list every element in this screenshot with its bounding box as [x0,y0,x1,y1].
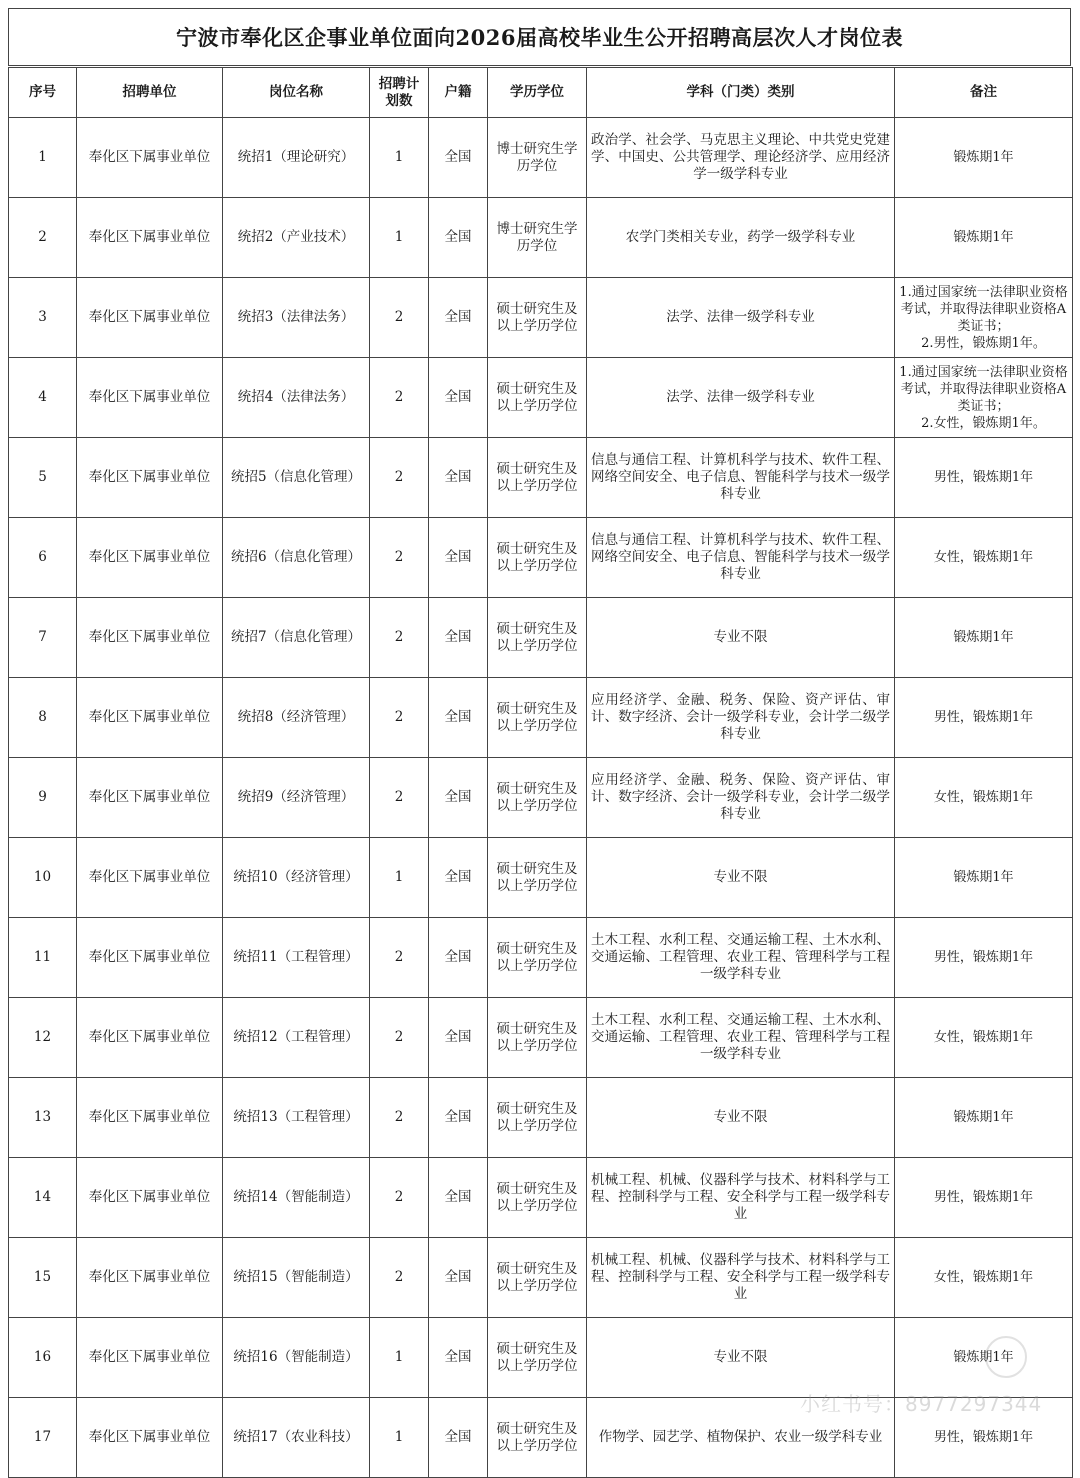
header-plan: 招聘计划数 [370,68,429,118]
cell-residence: 全国 [429,198,488,278]
table-row [9,198,1073,278]
table-row [9,1078,1073,1158]
cell-index: 4 [9,358,77,438]
cell-residence: 全国 [429,1078,488,1158]
cell-plan: 2 [370,438,429,518]
cell-remarks: 女性，锻炼期1年 [895,518,1073,598]
cell-subject: 机械工程、机械、仪器科学与技术、材料科学与工程、控制科学与工程、安全科学与工程一级学科专业 [587,1238,895,1318]
cell-plan: 2 [370,598,429,678]
cell-degree: 硕士研究生及以上学历学位 [488,278,587,358]
cell-remarks: 1.通过国家统一法律职业资格考试，并取得法律职业资格A类证书； 2.女性，锻炼期1年。 [895,358,1073,438]
cell-residence: 全国 [429,518,488,598]
header-subject: 学科（门类）类别 [587,68,895,118]
cell-degree: 硕士研究生及以上学历学位 [488,598,587,678]
cell-plan: 1 [370,1318,429,1398]
cell-remarks: 男性，锻炼期1年 [895,678,1073,758]
watermark-logo-icon [985,1336,1027,1378]
cell-remarks: 女性，锻炼期1年 [895,1238,1073,1318]
table-header-row [9,68,1073,118]
cell-index: 6 [9,518,77,598]
cell-unit: 奉化区下属事业单位 [77,838,223,918]
cell-plan: 2 [370,1078,429,1158]
cell-residence: 全国 [429,998,488,1078]
cell-plan: 2 [370,998,429,1078]
cell-index: 14 [9,1158,77,1238]
cell-subject: 作物学、园艺学、植物保护、农业一级学科专业 [587,1398,895,1478]
cell-unit: 奉化区下属事业单位 [77,118,223,198]
table-row [9,278,1073,358]
cell-remarks: 锻炼期1年 [895,118,1073,198]
table-row [9,918,1073,998]
cell-degree: 博士研究生学历学位 [488,118,587,198]
cell-subject: 土木工程、水利工程、交通运输工程、土木水利、交通运输、工程管理、农业工程、管理科学与工程一级学科专业 [587,918,895,998]
cell-residence: 全国 [429,598,488,678]
cell-residence: 全国 [429,758,488,838]
cell-residence: 全国 [429,118,488,198]
cell-remarks: 男性，锻炼期1年 [895,918,1073,998]
cell-index: 7 [9,598,77,678]
cell-position: 统招9（经济管理） [223,758,370,838]
cell-plan: 2 [370,678,429,758]
header-position: 岗位名称 [223,68,370,118]
cell-unit: 奉化区下属事业单位 [77,918,223,998]
cell-degree: 硕士研究生及以上学历学位 [488,1078,587,1158]
cell-remarks: 男性，锻炼期1年 [895,1398,1073,1478]
cell-unit: 奉化区下属事业单位 [77,1238,223,1318]
cell-residence: 全国 [429,1318,488,1398]
cell-position: 统招17（农业科技） [223,1398,370,1478]
cell-unit: 奉化区下属事业单位 [77,678,223,758]
watermark: 小红书号：8977297344 [800,1392,1043,1416]
cell-degree: 硕士研究生及以上学历学位 [488,358,587,438]
table-row [9,838,1073,918]
cell-subject: 农学门类相关专业，药学一级学科专业 [587,198,895,278]
cell-remarks: 女性，锻炼期1年 [895,998,1073,1078]
cell-index: 5 [9,438,77,518]
cell-degree: 硕士研究生及以上学历学位 [488,838,587,918]
cell-residence: 全国 [429,278,488,358]
cell-plan: 2 [370,1238,429,1318]
cell-subject: 机械工程、机械、仪器科学与技术、材料科学与工程、控制科学与工程、安全科学与工程一级学科专业 [587,1158,895,1238]
cell-position: 统招12（工程管理） [223,998,370,1078]
positions-table [8,67,1073,1478]
cell-degree: 博士研究生学历学位 [488,198,587,278]
cell-subject: 信息与通信工程、计算机科学与技术、软件工程、网络空间安全、电子信息、智能科学与技术一级学科专业 [587,438,895,518]
cell-degree: 硕士研究生及以上学历学位 [488,518,587,598]
cell-degree: 硕士研究生及以上学历学位 [488,758,587,838]
cell-subject: 土木工程、水利工程、交通运输工程、土木水利、交通运输、工程管理、农业工程、管理科学与工程一级学科专业 [587,998,895,1078]
cell-index: 16 [9,1318,77,1398]
table-row [9,118,1073,198]
cell-remarks: 锻炼期1年 [895,198,1073,278]
cell-plan: 2 [370,1158,429,1238]
table-row [9,758,1073,838]
cell-degree: 硕士研究生及以上学历学位 [488,918,587,998]
cell-unit: 奉化区下属事业单位 [77,1398,223,1478]
cell-unit: 奉化区下属事业单位 [77,278,223,358]
cell-degree: 硕士研究生及以上学历学位 [488,678,587,758]
cell-index: 8 [9,678,77,758]
cell-index: 11 [9,918,77,998]
cell-unit: 奉化区下属事业单位 [77,198,223,278]
cell-residence: 全国 [429,678,488,758]
cell-residence: 全国 [429,438,488,518]
cell-remarks: 女性，锻炼期1年 [895,758,1073,838]
cell-unit: 奉化区下属事业单位 [77,598,223,678]
cell-index: 2 [9,198,77,278]
table-row [9,358,1073,438]
cell-remarks: 1.通过国家统一法律职业资格考试，并取得法律职业资格A类证书； 2.男性，锻炼期1年。 [895,278,1073,358]
cell-unit: 奉化区下属事业单位 [77,1158,223,1238]
cell-degree: 硕士研究生及以上学历学位 [488,438,587,518]
header-degree: 学历学位 [488,68,587,118]
cell-unit: 奉化区下属事业单位 [77,438,223,518]
cell-position: 统招2（产业技术） [223,198,370,278]
cell-index: 1 [9,118,77,198]
cell-index: 13 [9,1078,77,1158]
cell-position: 统招16（智能制造） [223,1318,370,1398]
table-row [9,438,1073,518]
cell-position: 统招7（信息化管理） [223,598,370,678]
cell-position: 统招4（法律法务） [223,358,370,438]
cell-residence: 全国 [429,358,488,438]
cell-remarks: 锻炼期1年 [895,1078,1073,1158]
cell-residence: 全国 [429,1398,488,1478]
cell-unit: 奉化区下属事业单位 [77,358,223,438]
cell-degree: 硕士研究生及以上学历学位 [488,1398,587,1478]
cell-subject: 法学、法律一级学科专业 [587,358,895,438]
cell-subject: 应用经济学、金融、税务、保险、资产评估、审计、数字经济、会计一级学科专业，会计学二级学科专业 [587,758,895,838]
cell-position: 统招13（工程管理） [223,1078,370,1158]
cell-position: 统招6（信息化管理） [223,518,370,598]
cell-position: 统招11（工程管理） [223,918,370,998]
cell-degree: 硕士研究生及以上学历学位 [488,1318,587,1398]
cell-index: 9 [9,758,77,838]
cell-unit: 奉化区下属事业单位 [77,1318,223,1398]
cell-unit: 奉化区下属事业单位 [77,518,223,598]
cell-plan: 2 [370,918,429,998]
cell-index: 10 [9,838,77,918]
cell-residence: 全国 [429,838,488,918]
cell-plan: 2 [370,518,429,598]
cell-unit: 奉化区下属事业单位 [77,998,223,1078]
cell-remarks: 男性，锻炼期1年 [895,1158,1073,1238]
header-residence: 户籍 [429,68,488,118]
cell-plan: 1 [370,1398,429,1478]
cell-position: 统招15（智能制造） [223,1238,370,1318]
cell-index: 12 [9,998,77,1078]
cell-plan: 1 [370,198,429,278]
cell-remarks: 锻炼期1年 [895,1318,1073,1398]
table-row [9,1238,1073,1318]
cell-residence: 全国 [429,918,488,998]
cell-remarks: 锻炼期1年 [895,838,1073,918]
cell-position: 统招10（经济管理） [223,838,370,918]
cell-residence: 全国 [429,1238,488,1318]
cell-residence: 全国 [429,1158,488,1238]
cell-position: 统招8（经济管理） [223,678,370,758]
cell-subject: 专业不限 [587,838,895,918]
cell-degree: 硕士研究生及以上学历学位 [488,1158,587,1238]
cell-degree: 硕士研究生及以上学历学位 [488,1238,587,1318]
cell-subject: 信息与通信工程、计算机科学与技术、软件工程、网络空间安全、电子信息、智能科学与技术一级学科专业 [587,518,895,598]
cell-index: 17 [9,1398,77,1478]
cell-subject: 专业不限 [587,1078,895,1158]
cell-remarks: 锻炼期1年 [895,598,1073,678]
table-row [9,678,1073,758]
cell-plan: 2 [370,278,429,358]
cell-remarks: 男性，锻炼期1年 [895,438,1073,518]
table-row [9,518,1073,598]
cell-position: 统招5（信息化管理） [223,438,370,518]
header-unit: 招聘单位 [77,68,223,118]
cell-unit: 奉化区下属事业单位 [77,758,223,838]
header-index: 序号 [9,68,77,118]
table-row [9,998,1073,1078]
cell-subject: 专业不限 [587,1318,895,1398]
cell-index: 15 [9,1238,77,1318]
cell-plan: 1 [370,118,429,198]
cell-position: 统招3（法律法务） [223,278,370,358]
cell-position: 统招1（理论研究） [223,118,370,198]
table-body [9,118,1073,1478]
cell-subject: 法学、法律一级学科专业 [587,278,895,358]
cell-unit: 奉化区下属事业单位 [77,1078,223,1158]
cell-plan: 1 [370,838,429,918]
page-title: 宁波市奉化区企事业单位面向2026届高校毕业生公开招聘高层次人才岗位表 [8,8,1071,66]
cell-plan: 2 [370,758,429,838]
table-row [9,598,1073,678]
cell-subject: 应用经济学、金融、税务、保险、资产评估、审计、数字经济、会计一级学科专业，会计学二级学科专业 [587,678,895,758]
cell-degree: 硕士研究生及以上学历学位 [488,998,587,1078]
cell-subject: 专业不限 [587,598,895,678]
header-remarks: 备注 [895,68,1073,118]
table-row [9,1318,1073,1398]
cell-index: 3 [9,278,77,358]
cell-subject: 政治学、社会学、马克思主义理论、中共党史党建学、中国史、公共管理学、理论经济学、应用经济学一级学科专业 [587,118,895,198]
cell-position: 统招14（智能制造） [223,1158,370,1238]
cell-plan: 2 [370,358,429,438]
table-row [9,1158,1073,1238]
